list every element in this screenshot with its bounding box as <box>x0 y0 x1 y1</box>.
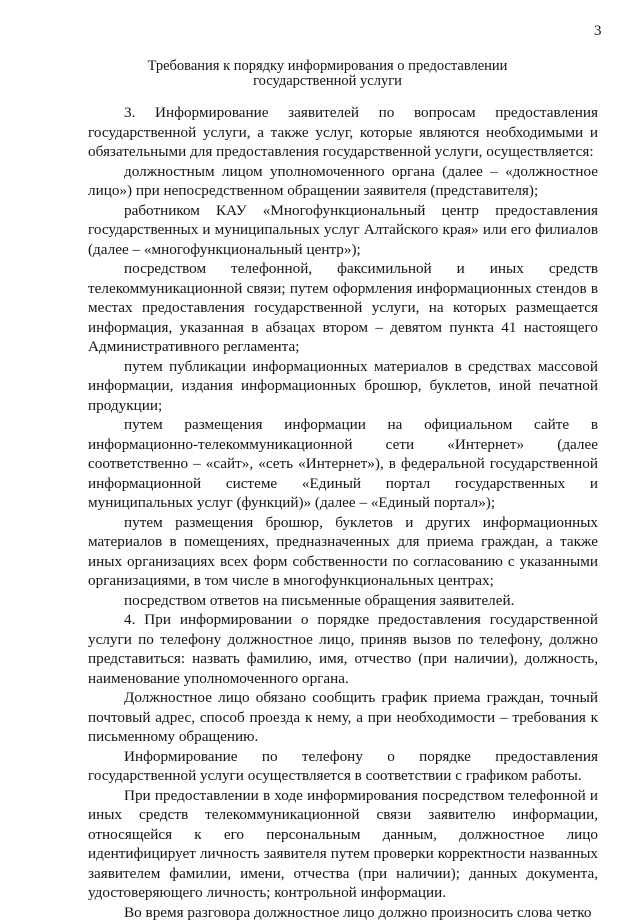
paragraph-3-intro: 3. Информирование заявителей по вопросам предоставления государственной услуги, а также услуг, которые являются необходимыми и обязательными для предоставления государственной услуги, осуществляется: <box>88 103 598 162</box>
document-title <box>90 59 565 89</box>
title-line-2: государственной услуги <box>90 74 565 89</box>
paragraph-conversation: Во время разговора должностное лицо должно произносить слова четко <box>88 903 598 922</box>
page-number: 3 <box>594 22 602 40</box>
paragraph-mass-media: путем публикации информационных материалов в средствах массовой информации, издания информационных брошюр, буклетов, иной печатной продукции; <box>88 357 598 416</box>
paragraph-official: должностным лицом уполномоченного органа (далее – «должностное лицо») при непосредственном обращении заявителя (представителя); <box>88 162 598 201</box>
paragraph-schedule: Должностное лицо обязано сообщить график приема граждан, точный почтовый адрес, способ проезда к нему, а при необходимости – требования к письменному обращению. <box>88 688 598 747</box>
title-line-1: Требования к порядку информирования о предоставлении <box>90 59 565 74</box>
paragraph-written-replies: посредством ответов на письменные обращения заявителей. <box>88 591 598 611</box>
paragraph-identification: При предоставлении в ходе информирования посредством телефонной и иных средств телекоммуникационной связи заявителю информации, относящейся к его персональным данным, должностное лицо идентифицирует личность заявителя путем проверки корректности названных заявителем фамилии, имени, отчества (при наличии); данных документа, удостоверяющего личность; контрольной информации. <box>88 786 598 903</box>
document-body <box>88 103 598 922</box>
paragraph-4-phone: 4. При информировании о порядке предоставления государственной услуги по телефону должностное лицо, приняв вызов по телефону, должно представиться: назвать фамилию, имя, отчество (при наличии), должность, наименование уполномоченного органа. <box>88 610 598 688</box>
paragraph-website: путем размещения информации на официальном сайте в информационно-телекоммуникационной сети «Интернет» (далее соответственно – «сайт», «сеть «Интернет»), в федеральной государственной информационной системе «Единый портал государственных и муниципальных услуг (функций)» (далее – «Единый портал»); <box>88 415 598 513</box>
paragraph-telecom-stands: посредством телефонной, факсимильной и иных средств телекоммуникационной связи; путем оформления информационных стендов в местах предоставления государственной услуги, на которых размещается информация, указанная в абзацах втором – девятом пункта 41 настоящего Административного регламента; <box>88 259 598 357</box>
paragraph-mfc-worker: работником КАУ «Многофункциональный центр предоставления государственных и муниципальных услуг Алтайского края» или его филиалов (далее – «многофункциональный центр»); <box>88 201 598 260</box>
paragraph-brochures: путем размещения брошюр, буклетов и других информационных материалов в помещениях, предназначенных для приема граждан, а также иных организациях всех форм собственности по согласованию с указанными организациями, в том числе в многофункциональных центрах; <box>88 513 598 591</box>
paragraph-phone-hours: Информирование по телефону о порядке предоставления государственной услуги осуществляется в соответствии с графиком работы. <box>88 747 598 786</box>
